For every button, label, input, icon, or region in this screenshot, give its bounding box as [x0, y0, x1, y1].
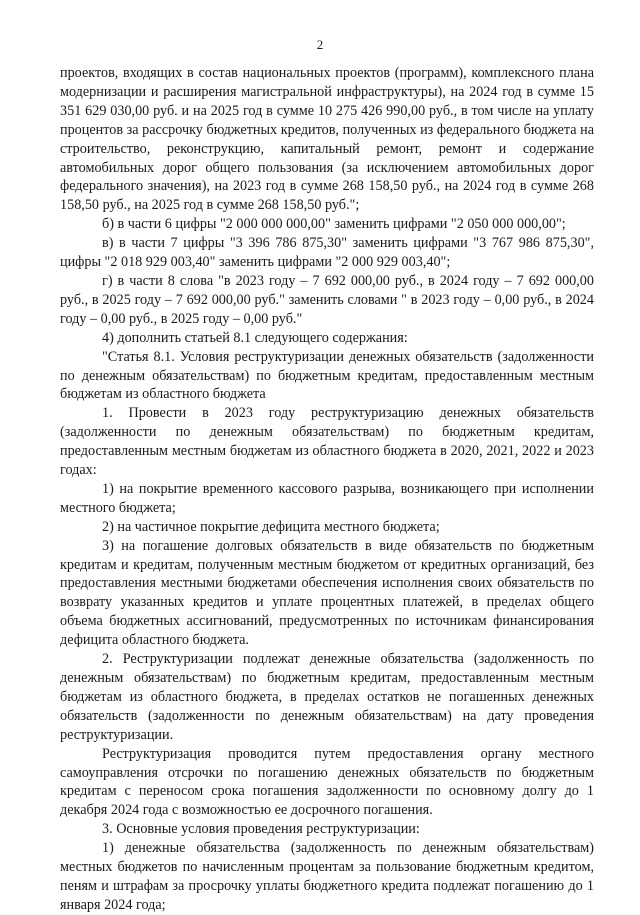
paragraph-amendment-b: б) в части 6 цифры "2 000 000 000,00" заменить цифрами "2 050 000 000,00";: [102, 216, 566, 233]
article-8-1-heading: "Статья 8.1. Условия реструктуризации денежных обязательств (задолженности по денежным обязательствам) по бюджетным кредитам, предоставленным местным бюджетам из областного бюджета: [60, 348, 594, 403]
article-8-1-part-1: 1. Провести в 2023 году реструктуризацию денежных обязательств (задолженности по денежным обязательствам) по бюджетным кредитам, предоставленным местным бюджетам из областного бюджета в 2020, 2021, 2022 и 2023 годах:: [60, 405, 594, 479]
part-2-restructuring-method: Реструктуризация проводится путем предоставления органу местного самоуправления отсрочки по погашению денежных обязательств по бюджетным кредитам с переносом срока погашения задолженности по основному долгу до 1 декабря 2024 года с возможностью ее досрочного погашения.: [60, 745, 594, 819]
paragraph-amendment-g: г) в части 8 слова "в 2023 году – 7 692 000,00 руб., в 2024 году – 7 692 000,00 руб., в 2025 году – 7 692 000,00 руб." заменить словами " в 2023 году – 0,00 руб., в 2024 году – 0,00 руб., в 2025 году – 0,00 руб.": [60, 272, 594, 327]
part-3-item-1: 1) денежные обязательства (задолженность по денежным обязательствам) местных бюджетов по начисленным процентам за пользование бюджетным кредитом, пеням и штрафам за просрочку уплаты бюджетного кредита подлежат погашению до 1 января 2024 года;: [60, 840, 594, 913]
article-8-1-part-3: 3. Основные условия проведения реструктуризации:: [102, 821, 420, 838]
part-1-item-1: 1) на покрытие временного кассового разрыва, возникающего при исполнении местного бюджета;: [60, 480, 594, 516]
paragraph-continuation: проектов, входящих в состав национальных проектов (программ), комплексного плана модернизации и расширения магистральной инфраструктуры), на 2024 год в сумме 15 351 629 030,00 руб. и на 2025 год в сумме 10 275 426 990,00 руб., в том числе на уплату процентов за рассрочку бюджетных кредитов, полученных из федерального бюджета на строительство, реконструкцию, капитальный ремонт, ремонт и содержание автомобильных дорог общего пользования (за исключением автомобильных дорог федерального значения), на 2023 год в сумме 268 158,50 руб., на 2024 год в сумме 268 158,50 руб., на 2025 год в сумме 268 158,50 руб.";: [60, 65, 594, 214]
paragraph-item-4: 4) дополнить статьей 8.1 следующего содержания:: [102, 329, 408, 346]
page-number: 2: [316, 37, 324, 52]
part-1-item-3: 3) на погашение долговых обязательств в виде обязательств по бюджетным кредитам и кредитам, полученным местным бюджетом от кредитных организаций, без предоставления местными бюджетами обеспечения исполнения своих обязательств по возврату указанных кредитов и уплате процентных платежей, в пределах общего объема бюджетных ассигнований, предусмотренных по источникам финансирования дефицита областного бюджета.: [60, 537, 594, 649]
part-1-item-2: 2) на частичное покрытие дефицита местного бюджета;: [102, 518, 440, 535]
article-8-1-part-2: 2. Реструктуризации подлежат денежные обязательства (задолженность по денежным обязательствам) по бюджетным кредитам, предоставленным местным бюджетам из областного бюджета, в пределах остатков не погашенных денежных обязательств (задолженности по денежным обязательствам) на дату проведения реструктуризации.: [60, 651, 594, 743]
paragraph-amendment-v: в) в части 7 цифры "3 396 786 875,30" заменить цифрами "3 767 986 875,30", цифры "2 018 929 003,40" заменить цифрами "2 000 929 003,40";: [60, 235, 594, 271]
document-body: [60, 64, 594, 915]
